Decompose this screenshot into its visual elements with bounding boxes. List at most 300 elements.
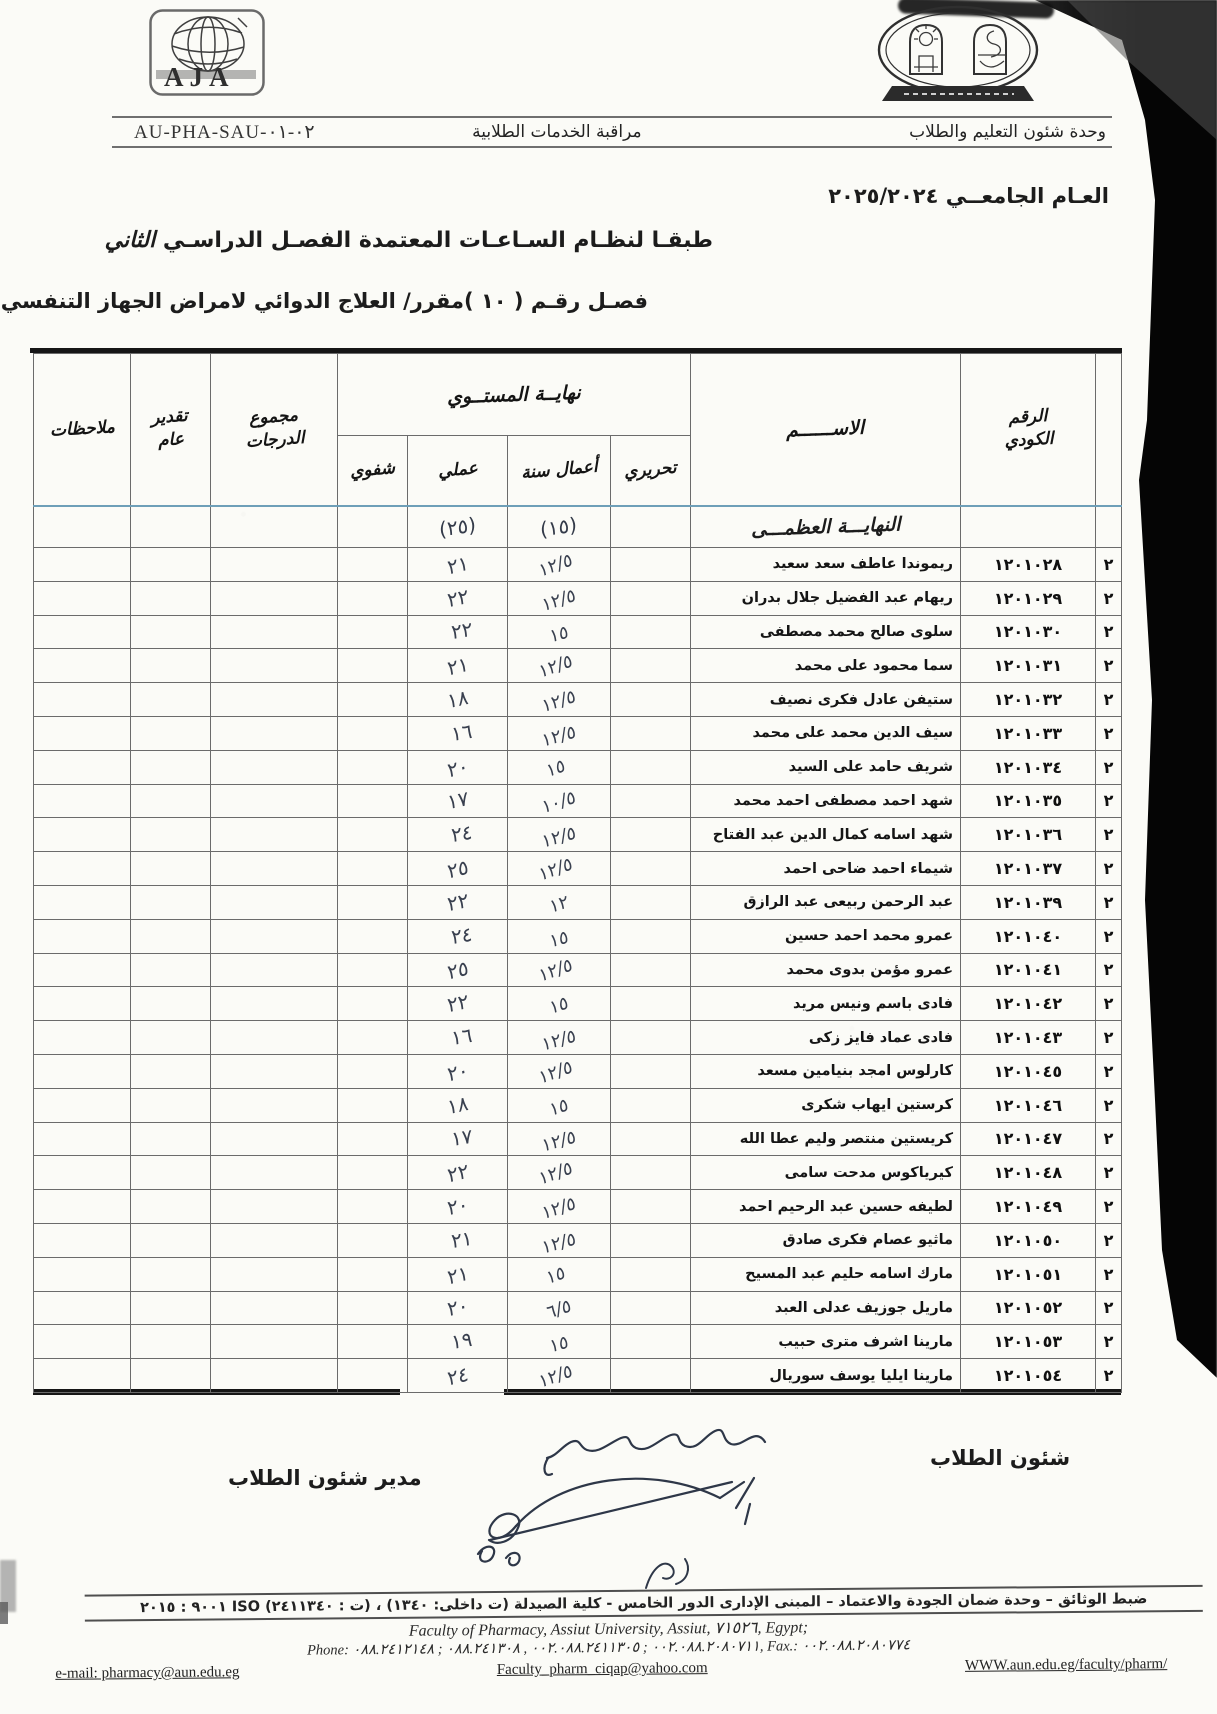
academic-year: العـام الجامعــي ٢٠٢٥/٢٠٢٤ <box>828 184 1109 208</box>
level-cell: ٢ <box>1096 649 1122 683</box>
practical-cell: ١٧ <box>408 1122 508 1156</box>
col-header-practical: عملي <box>408 436 508 506</box>
practical-cell: ٢٠ <box>408 1291 508 1325</box>
table-row <box>34 1291 1122 1325</box>
written-cell <box>611 818 691 852</box>
written-cell <box>611 1359 691 1393</box>
notes-cell <box>34 1088 131 1122</box>
code-cell <box>961 506 1096 548</box>
grade-cell <box>131 1088 211 1122</box>
table-row <box>34 885 1122 919</box>
written-cell <box>611 1223 691 1257</box>
practical-max-cell: (٢٥) <box>408 506 508 548</box>
written-cell <box>611 548 691 582</box>
table-row <box>34 987 1122 1021</box>
total-cell <box>211 1223 338 1257</box>
grade-cell <box>131 1054 211 1088</box>
code-cell: ١٢٠١٠٣٠ <box>961 615 1096 649</box>
document-code: AU-PHA-SAU-٠٢-٠١ <box>134 121 315 143</box>
total-cell <box>211 548 338 582</box>
oral-cell <box>338 1223 408 1257</box>
total-cell <box>211 953 338 987</box>
grade-cell <box>131 1291 211 1325</box>
total-cell <box>211 1156 338 1190</box>
col-header-level-end: نهايــة المستــوي <box>338 354 691 436</box>
footer-iso-line: ضبط الوثائق – وحدة ضمان الجودة والاعتماد – المبنى الإدارى الدور الخامس - كلية الصيدلة (ت داخلى: ١٣٤٠) ، (ت : ٢٤١١٣٤٠) ISO ٩٠٠١ : ٢٠١٥ <box>85 1585 1203 1622</box>
edge-column-header <box>1096 354 1122 506</box>
level-cell: ٢ <box>1096 1156 1122 1190</box>
max-label-cell: النهايـــة العظمـــى <box>691 506 961 548</box>
code-cell: ١٢٠١٠٥٤ <box>961 1359 1096 1393</box>
yearwork-cell: ١٢/٥ <box>508 852 611 886</box>
total-cell <box>211 852 338 886</box>
col-header-yearwork: أعمال سنة <box>508 436 611 506</box>
yearwork-cell: ١٢/٥ <box>508 683 611 717</box>
col-header-total: مجموع الدرجات <box>211 354 338 506</box>
name-cell: كيرياكوس مدحت سامى <box>691 1156 961 1190</box>
written-cell <box>611 1122 691 1156</box>
page-title <box>104 228 713 253</box>
table-row <box>34 1156 1122 1190</box>
total-cell <box>211 1291 338 1325</box>
written-cell <box>611 1021 691 1055</box>
practical-cell: ٢٢ <box>408 1156 508 1190</box>
yearwork-cell: ١٥ <box>508 987 611 1021</box>
title-semester: الثاني <box>104 228 156 253</box>
notes-cell <box>34 1156 131 1190</box>
name-cell: كارلوس امجد بنيامين مسعد <box>691 1054 961 1088</box>
code-cell: ١٢٠١٠٣٥ <box>961 784 1096 818</box>
handwritten-signature <box>420 1402 790 1572</box>
oral-cell <box>338 615 408 649</box>
notes-cell <box>34 1257 131 1291</box>
footer-phone-line: Phone: ٠٠٢.٠٨٨.٢٠٨٠٧١١ ; ٠٠٢.٠٨٨.٢٤١١٣٠٥ , ٠٨٨.٢٤١٣٠٨ ; ٠٨٨.٢٤١٢١٤٨, Fax.: ٠٠٢.٠٨٨.٢٠٨٠٧٧٤ <box>306 1637 911 1659</box>
practical-cell: ٢٠ <box>408 750 508 784</box>
name-cell: مارك اسامه حليم عبد المسيح <box>691 1257 961 1291</box>
written-cell <box>611 1156 691 1190</box>
table-row <box>34 1122 1122 1156</box>
level-cell: ٢ <box>1096 784 1122 818</box>
code-cell: ١٢٠١٠٤٨ <box>961 1156 1096 1190</box>
oral-cell <box>338 683 408 717</box>
class-number: فصـل رقـم ( ١٠ ) <box>464 289 648 313</box>
grades-table <box>33 353 1122 1393</box>
table-row <box>34 1088 1122 1122</box>
practical-cell: ١٨ <box>408 683 508 717</box>
code-cell: ١٢٠١٠٤٧ <box>961 1122 1096 1156</box>
practical-cell: ٢٢ <box>408 987 508 1021</box>
yearwork-cell: ١٢ <box>508 885 611 919</box>
oral-cell <box>338 581 408 615</box>
oral-cell <box>338 818 408 852</box>
notes-cell <box>34 716 131 750</box>
oral-cell <box>338 987 408 1021</box>
code-cell: ١٢٠١٠٣٦ <box>961 818 1096 852</box>
code-cell: ١٢٠١٠٤٩ <box>961 1190 1096 1224</box>
practical-cell: ٢١ <box>408 1223 508 1257</box>
notes-cell <box>34 548 131 582</box>
oral-cell <box>338 1088 408 1122</box>
col-header-written: تحريري <box>611 436 691 506</box>
grade-cell <box>131 1190 211 1224</box>
notes-cell <box>34 750 131 784</box>
table-row <box>34 1325 1122 1359</box>
student-rows <box>34 548 1122 1393</box>
table-row <box>34 548 1122 582</box>
notes-cell <box>34 987 131 1021</box>
table-row <box>34 1190 1122 1224</box>
grade-cell <box>131 750 211 784</box>
yearwork-cell: ١٢/٥ <box>508 818 611 852</box>
table-row <box>34 581 1122 615</box>
department-name: مراقبة الخدمات الطلابية <box>472 122 642 142</box>
practical-cell: ٢٠ <box>408 1190 508 1224</box>
written-cell <box>611 1325 691 1359</box>
title-main: طبقـا لنظـام السـاعـات المعتمدة الفصـل الدراسـي <box>162 228 713 253</box>
total-cell <box>211 1325 338 1359</box>
written-cell <box>611 1054 691 1088</box>
total-cell <box>211 1257 338 1291</box>
name-cell: لطيفه حسين عبد الرحيم احمد <box>691 1190 961 1224</box>
practical-cell: ٢٤ <box>408 818 508 852</box>
written-cell <box>611 716 691 750</box>
grade-cell <box>131 852 211 886</box>
notes-cell <box>34 649 131 683</box>
code-cell: ١٢٠١٠٣٤ <box>961 750 1096 784</box>
code-cell: ١٢٠١٠٣٣ <box>961 716 1096 750</box>
oral-cell <box>338 919 408 953</box>
name-cell: كريستين منتصر وليم عطا الله <box>691 1122 961 1156</box>
name-cell: ماريل جوزيف عدلى العبد <box>691 1291 961 1325</box>
table-row <box>34 716 1122 750</box>
oral-cell <box>338 1156 408 1190</box>
notes-cell <box>34 919 131 953</box>
oral-cell <box>338 1359 408 1393</box>
code-cell: ١٢٠١٠٥٢ <box>961 1291 1096 1325</box>
table-row <box>34 953 1122 987</box>
level-cell: ٢ <box>1096 1257 1122 1291</box>
notes-cell <box>34 1021 131 1055</box>
table-row <box>34 683 1122 717</box>
col-header-notes: ملاحظات <box>34 354 131 506</box>
yearwork-cell: ١٢/٥ <box>508 1054 611 1088</box>
code-cell: ١٢٠١٠٤٢ <box>961 987 1096 1021</box>
notes-cell <box>34 683 131 717</box>
written-cell <box>611 1291 691 1325</box>
notes-cell <box>34 953 131 987</box>
oral-cell <box>338 1257 408 1291</box>
written-cell <box>611 1257 691 1291</box>
name-cell: كرستين ايهاب شكرى <box>691 1088 961 1122</box>
footer-email-ciqap: Faculty_pharm_ciqap@yahoo.com <box>496 1660 708 1678</box>
notes-cell <box>34 506 131 548</box>
practical-cell: ٢٤ <box>408 1359 508 1393</box>
code-cell: ١٢٠١٠٤١ <box>961 953 1096 987</box>
edge-cell <box>1096 506 1122 548</box>
table-row <box>34 1054 1122 1088</box>
document-header-band <box>112 116 1112 148</box>
director-label: مدير شئون الطلاب <box>228 1466 422 1490</box>
total-cell <box>211 506 338 548</box>
practical-cell: ٢٢ <box>408 885 508 919</box>
max-marks-row <box>34 506 1122 548</box>
code-cell: ١٢٠١٠٥١ <box>961 1257 1096 1291</box>
name-cell: عبد الرحمن ربيعى عبد الرازق <box>691 885 961 919</box>
level-cell: ٢ <box>1096 1359 1122 1393</box>
yearwork-cell: ١٥ <box>508 1325 611 1359</box>
total-cell <box>211 750 338 784</box>
grade-cell <box>131 1122 211 1156</box>
grade-cell <box>131 987 211 1021</box>
grade-cell <box>131 581 211 615</box>
code-cell: ١٢٠١٠٢٨ <box>961 548 1096 582</box>
table-row <box>34 818 1122 852</box>
practical-cell: ١٧ <box>408 784 508 818</box>
notes-cell <box>34 1054 131 1088</box>
grade-cell <box>131 953 211 987</box>
grade-cell <box>131 683 211 717</box>
written-cell <box>611 1088 691 1122</box>
table-row <box>34 750 1122 784</box>
notes-cell <box>34 784 131 818</box>
written-cell <box>611 750 691 784</box>
grade-cell <box>131 1325 211 1359</box>
name-cell: سما محمود على محمد <box>691 649 961 683</box>
yearwork-cell: ١٥ <box>508 615 611 649</box>
notes-cell <box>34 852 131 886</box>
code-cell: ١٢٠١٠٥٣ <box>961 1325 1096 1359</box>
practical-cell: ٢٢ <box>408 615 508 649</box>
code-cell: ١٢٠١٠٤٦ <box>961 1088 1096 1122</box>
grade-cell <box>131 649 211 683</box>
oral-cell <box>338 1021 408 1055</box>
name-cell: شريف حامد على السيد <box>691 750 961 784</box>
name-cell: شهد اسامه كمال الدين عبد الفتاح <box>691 818 961 852</box>
yearwork-cell: ١٢/٥ <box>508 1156 611 1190</box>
oral-cell <box>338 1054 408 1088</box>
written-cell <box>611 649 691 683</box>
written-cell <box>611 506 691 548</box>
name-cell: فادى باسم ونيس مريد <box>691 987 961 1021</box>
footer-email: e-mail: pharmacy@aun.edu.eg <box>55 1664 240 1682</box>
yearwork-cell: ١٢/٥ <box>508 1021 611 1055</box>
oral-cell <box>338 1291 408 1325</box>
level-cell: ٢ <box>1096 750 1122 784</box>
notes-cell <box>34 1291 131 1325</box>
yearwork-cell: ١٢/٥ <box>508 1122 611 1156</box>
name-cell: سيف الدين محمد على محمد <box>691 716 961 750</box>
total-cell <box>211 683 338 717</box>
notes-cell <box>34 885 131 919</box>
written-cell <box>611 919 691 953</box>
col-header-code: الرقم الكودي <box>961 354 1096 506</box>
yearwork-cell: ١٢/٥ <box>508 1359 611 1393</box>
level-cell: ٢ <box>1096 1021 1122 1055</box>
grade-cell <box>131 818 211 852</box>
grade-cell <box>131 1359 211 1393</box>
level-cell: ٢ <box>1096 1190 1122 1224</box>
level-cell: ٢ <box>1096 987 1122 1021</box>
written-cell <box>611 852 691 886</box>
grade-cell <box>131 716 211 750</box>
name-cell: شيماء احمد ضاحى احمد <box>691 852 961 886</box>
col-header-oral: شفوي <box>338 436 408 506</box>
grade-cell <box>131 506 211 548</box>
col-header-name: الاســــــم <box>691 354 961 506</box>
written-cell <box>611 1190 691 1224</box>
notes-cell <box>34 818 131 852</box>
name-cell: مارينا ايليا يوسف سوريال <box>691 1359 961 1393</box>
name-cell: عمرو مؤمن بدوى محمد <box>691 953 961 987</box>
total-cell <box>211 885 338 919</box>
total-cell <box>211 1088 338 1122</box>
grade-cell <box>131 1223 211 1257</box>
written-cell <box>611 885 691 919</box>
yearwork-cell: ١٢/٥ <box>508 548 611 582</box>
level-cell: ٢ <box>1096 1054 1122 1088</box>
footer-website: WWW.aun.edu.eg/faculty/pharm/ <box>964 1656 1168 1674</box>
footer-faculty-line: Faculty of Pharmacy, Assiut University, Assiut, ٧١٥٢٦, Egypt; <box>408 1619 809 1640</box>
table-row <box>34 649 1122 683</box>
total-cell <box>211 581 338 615</box>
yearwork-cell: ١٥ <box>508 1257 611 1291</box>
name-cell: عمرو محمد احمد حسين <box>691 919 961 953</box>
practical-cell: ٢٥ <box>408 852 508 886</box>
practical-cell: ١٦ <box>408 716 508 750</box>
written-cell <box>611 953 691 987</box>
yearwork-cell: ١٢/٥ <box>508 1190 611 1224</box>
level-cell: ٢ <box>1096 852 1122 886</box>
code-cell: ١٢٠١٠٥٠ <box>961 1223 1096 1257</box>
practical-cell: ٢٢ <box>408 581 508 615</box>
grade-cell <box>131 1257 211 1291</box>
name-cell: ماثيو عصام فكرى صادق <box>691 1223 961 1257</box>
level-cell: ٢ <box>1096 953 1122 987</box>
table-row <box>34 1257 1122 1291</box>
grade-cell <box>131 885 211 919</box>
notes-cell <box>34 1223 131 1257</box>
level-cell: ٢ <box>1096 885 1122 919</box>
aja-certification-logo <box>148 8 266 100</box>
oral-cell <box>338 852 408 886</box>
level-cell: ٢ <box>1096 1122 1122 1156</box>
unit-name: وحدة شئون التعليم والطلاب <box>909 122 1106 142</box>
code-cell: ١٢٠١٠٣٧ <box>961 852 1096 886</box>
written-cell <box>611 615 691 649</box>
total-cell <box>211 784 338 818</box>
yearwork-cell: ١٥ <box>508 919 611 953</box>
name-cell: ريموندا عاطف سعد سعيد <box>691 548 961 582</box>
grade-cell <box>131 1156 211 1190</box>
level-cell: ٢ <box>1096 581 1122 615</box>
code-cell: ١٢٠١٠٤٠ <box>961 919 1096 953</box>
student-affairs-label: شئون الطلاب <box>930 1446 1071 1470</box>
code-cell: ١٢٠١٠٣٩ <box>961 885 1096 919</box>
yearwork-cell: ١٠/٥ <box>508 784 611 818</box>
code-cell: ١٢٠١٠٣١ <box>961 649 1096 683</box>
grade-cell <box>131 548 211 582</box>
course-name: مقرر/ العلاج الدوائي لامراض الجهاز التنفسي <box>0 289 465 313</box>
total-cell <box>211 919 338 953</box>
oral-cell <box>338 750 408 784</box>
yearwork-cell: ١٢/٥ <box>508 649 611 683</box>
table-row <box>34 784 1122 818</box>
notes-cell <box>34 1359 131 1393</box>
written-cell <box>611 581 691 615</box>
oral-cell <box>338 1190 408 1224</box>
grade-cell <box>131 919 211 953</box>
oral-cell <box>338 953 408 987</box>
table-row <box>34 615 1122 649</box>
level-cell: ٢ <box>1096 548 1122 582</box>
practical-cell: ١٦ <box>408 1021 508 1055</box>
faculty-emblem <box>874 4 1042 108</box>
oral-cell <box>338 1122 408 1156</box>
total-cell <box>211 615 338 649</box>
level-cell: ٢ <box>1096 716 1122 750</box>
yearwork-cell: ١٥ <box>508 750 611 784</box>
practical-cell: ٢٤ <box>408 919 508 953</box>
table-row <box>34 1021 1122 1055</box>
pharmacy-emblem-icon <box>874 4 1042 108</box>
oral-cell <box>338 1325 408 1359</box>
oral-cell <box>338 548 408 582</box>
practical-cell: ٢١ <box>408 1257 508 1291</box>
level-cell: ٢ <box>1096 1325 1122 1359</box>
practical-cell: ٢٠ <box>408 1054 508 1088</box>
yearwork-cell: ١٢/٥ <box>508 581 611 615</box>
grade-cell <box>131 784 211 818</box>
table-row <box>34 1359 1122 1393</box>
globe-icon <box>148 8 266 100</box>
footer <box>0 1585 1217 1684</box>
notes-cell <box>34 1325 131 1359</box>
grade-cell <box>131 1021 211 1055</box>
level-cell: ٢ <box>1096 1088 1122 1122</box>
col-header-grade: تقدير عام <box>131 354 211 506</box>
notes-cell <box>34 615 131 649</box>
yearwork-max-cell: (١٥) <box>508 506 611 548</box>
total-cell <box>211 1190 338 1224</box>
table-row <box>34 1223 1122 1257</box>
code-cell: ١٢٠١٠٤٥ <box>961 1054 1096 1088</box>
name-cell: سلوى صالح محمد مصطفى <box>691 615 961 649</box>
notes-cell <box>34 1190 131 1224</box>
written-cell <box>611 987 691 1021</box>
total-cell <box>211 1021 338 1055</box>
yearwork-cell: ١٢/٥ <box>508 953 611 987</box>
oral-cell <box>338 506 408 548</box>
yearwork-cell: ١٢/٥ <box>508 1223 611 1257</box>
oral-cell <box>338 885 408 919</box>
yearwork-cell: ١٢/٥ <box>508 716 611 750</box>
oral-cell <box>338 649 408 683</box>
yearwork-cell: ١٥ <box>508 1088 611 1122</box>
table-row <box>34 919 1122 953</box>
total-cell <box>211 716 338 750</box>
practical-cell: ١٩ <box>408 1325 508 1359</box>
aja-text: AJA <box>164 62 235 92</box>
oral-cell <box>338 784 408 818</box>
practical-cell: ٢١ <box>408 548 508 582</box>
level-cell: ٢ <box>1096 615 1122 649</box>
total-cell <box>211 1054 338 1088</box>
written-cell <box>611 784 691 818</box>
notes-cell <box>34 581 131 615</box>
code-cell: ١٢٠١٠٤٣ <box>961 1021 1096 1055</box>
grade-cell <box>131 615 211 649</box>
total-cell <box>211 818 338 852</box>
